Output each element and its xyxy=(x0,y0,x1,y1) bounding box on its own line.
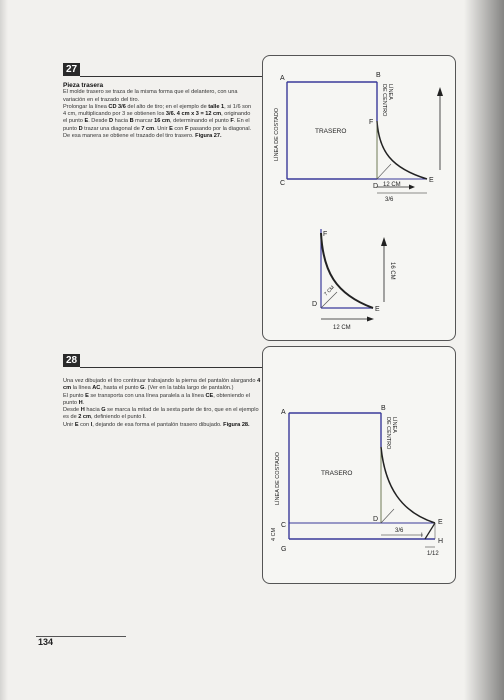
text-run: CE xyxy=(205,392,214,399)
text-run: , originando el punto xyxy=(63,111,251,125)
text-run: E xyxy=(85,392,89,399)
diagonal-line xyxy=(377,164,391,179)
arrow-up-icon xyxy=(437,87,443,96)
dim-4cm-label: 4 CM xyxy=(271,527,277,541)
text-run: I xyxy=(90,421,93,428)
detail-7cm-label: 7 CM xyxy=(323,284,336,298)
text-run: CD 3/6 xyxy=(108,103,126,110)
text-run: H xyxy=(80,407,85,414)
crotch-curve xyxy=(377,121,427,179)
step-27-text xyxy=(63,82,255,140)
text-run: G xyxy=(101,407,106,414)
page-left-shadow xyxy=(0,0,8,700)
piece-label: TRASERO xyxy=(315,128,347,135)
step-28-paragraph-3 xyxy=(63,407,261,422)
text-run: . xyxy=(82,399,85,406)
arrow-right-icon xyxy=(409,185,415,190)
point-E: E xyxy=(429,177,434,184)
detail-12-label: 12 CM xyxy=(333,325,351,331)
text-run: D xyxy=(109,118,114,125)
text-run: del alto de tiro; en el ejemplo de xyxy=(125,103,209,110)
text-run: hacia xyxy=(113,118,130,125)
text-run: B xyxy=(129,118,134,125)
point-A: A xyxy=(281,409,286,416)
point-D: D xyxy=(373,183,379,190)
dim-3-6-label: 3/6 xyxy=(385,197,394,203)
text-run: E xyxy=(169,125,173,132)
piece-label: TRASERO xyxy=(321,470,353,477)
point-B: B xyxy=(376,72,381,79)
text-run: . Unir xyxy=(154,125,170,132)
point-B: B xyxy=(381,405,386,412)
text-run: , si 1/6 son 4 cm, multiplicando por 3 se obtienen los xyxy=(63,103,252,118)
point-G: G xyxy=(281,546,287,553)
point-C: C xyxy=(281,522,287,529)
text-run: D xyxy=(78,125,83,132)
step-28-paragraph-2 xyxy=(63,393,261,408)
text-run: marcar xyxy=(133,118,155,125)
arrow-right-icon xyxy=(367,317,374,322)
text-run: talle 1 xyxy=(208,103,225,110)
text-run: I xyxy=(142,414,145,421)
text-run: . En el punto xyxy=(63,118,250,132)
figure-28-diagram xyxy=(263,347,455,583)
text-run: . Desde xyxy=(88,118,110,125)
text-run: . xyxy=(144,414,147,421)
point-H: H xyxy=(438,538,444,545)
dim-3-6-label: 3/6 xyxy=(395,528,404,534)
point-F: F xyxy=(369,119,374,126)
detail-crotch-curve xyxy=(321,233,373,308)
point-E: E xyxy=(438,519,443,526)
step-27-rule xyxy=(80,76,265,77)
text-run: Una vez dibujado el tiro continuar trabajando la pierna del pantalón alargando xyxy=(63,378,258,384)
text-run: E xyxy=(84,118,89,125)
text-run: F xyxy=(230,118,234,125)
text-run: con xyxy=(172,125,185,132)
text-run: pasando por la diagonal. De esa manera se obtiene el trazado del tiro trasero. xyxy=(63,125,252,140)
detail-16-label: 16 CM xyxy=(389,262,395,280)
diagonal-line xyxy=(381,509,394,523)
figure-28-panel xyxy=(262,346,456,584)
text-run: Figura 27. xyxy=(195,133,222,140)
step-28-paragraph-4 xyxy=(63,422,261,429)
side-line-label: LÍNEA DE COSTADO xyxy=(274,107,280,161)
text-run: , hasta el punto xyxy=(100,385,141,392)
text-run: AC xyxy=(92,385,101,392)
side-line-label: LÍNEA DE COSTADO xyxy=(275,451,281,505)
text-run: , obteniendo el punto xyxy=(63,392,250,406)
text-run: con xyxy=(78,421,91,428)
center-line-label-2: DE CENTRO xyxy=(381,84,387,117)
text-run: Figura 28. xyxy=(223,421,250,428)
text-run: Desde xyxy=(63,407,81,414)
figure-27-diagram xyxy=(263,56,455,340)
text-run: 16 cm xyxy=(154,118,171,125)
inseam-line xyxy=(425,523,435,539)
text-run: G xyxy=(140,385,145,392)
text-run: El punto xyxy=(63,392,86,399)
text-run: F xyxy=(184,125,189,132)
text-run: 2 cm xyxy=(78,414,91,421)
text-run: H xyxy=(78,399,83,406)
step-number-28: 28 xyxy=(63,354,80,367)
crotch-curve xyxy=(381,447,435,523)
pattern-rectangle xyxy=(289,413,381,523)
step-27-paragraph-1: El molde trasero se traza de la misma forma que el delantero, con una variación en el trazado del tiro. xyxy=(63,89,238,103)
step-28-rule xyxy=(80,367,275,368)
text-run: . (Ver en la tabla largo de pantalón.) xyxy=(144,385,234,392)
text-run: se marca la mitad de la sexta parte de tiro, que en el ejemplo es de xyxy=(63,407,259,421)
step-28-paragraph-1 xyxy=(63,378,261,393)
text-run: 4 cm xyxy=(63,378,261,392)
dim-12-label: 12 CM xyxy=(383,182,401,188)
text-run: Prolongar la línea xyxy=(63,103,109,110)
center-line-label-2: DE CENTRO xyxy=(385,417,391,450)
step-number-27: 27 xyxy=(63,63,80,76)
text-run: E xyxy=(74,421,79,428)
center-line-label-1: LÍNEA xyxy=(387,84,393,100)
detail-point-F: F xyxy=(323,231,328,238)
point-D: D xyxy=(373,516,379,523)
text-run: la línea xyxy=(71,385,93,392)
center-line-label-1: LÍNEA xyxy=(391,417,397,433)
point-C: C xyxy=(280,180,286,187)
text-run: 7 cm xyxy=(141,125,155,132)
detail-point-E: E xyxy=(375,306,380,313)
text-run: se transporta con una línea paralela a la línea xyxy=(88,392,206,399)
text-run: trazar una diagonal de xyxy=(82,125,142,132)
text-run: Unir xyxy=(63,421,75,428)
point-I: I xyxy=(421,533,423,539)
detail-point-D: D xyxy=(312,301,318,308)
text-run: , determinando el punto xyxy=(170,118,231,125)
step-27-title: Pieza trasera xyxy=(63,82,104,89)
arrow-up-icon xyxy=(381,237,387,246)
page-right-shadow xyxy=(464,0,504,700)
dim-1-12-label: 1/12 xyxy=(427,551,439,557)
step-28-text xyxy=(63,378,261,429)
text-run: , definiendo el punto xyxy=(91,414,143,421)
text-run: hacia xyxy=(84,407,102,414)
figure-27-panel xyxy=(262,55,456,341)
step-27-paragraph-2 xyxy=(63,104,255,140)
text-run: 3/6. 4 cm x 3 = 12 cm xyxy=(165,111,222,118)
page-number: 134 xyxy=(38,637,54,647)
text-run: , dejando de esa forma el pantalón trasero dibujado. xyxy=(92,421,224,428)
point-A: A xyxy=(280,75,285,82)
